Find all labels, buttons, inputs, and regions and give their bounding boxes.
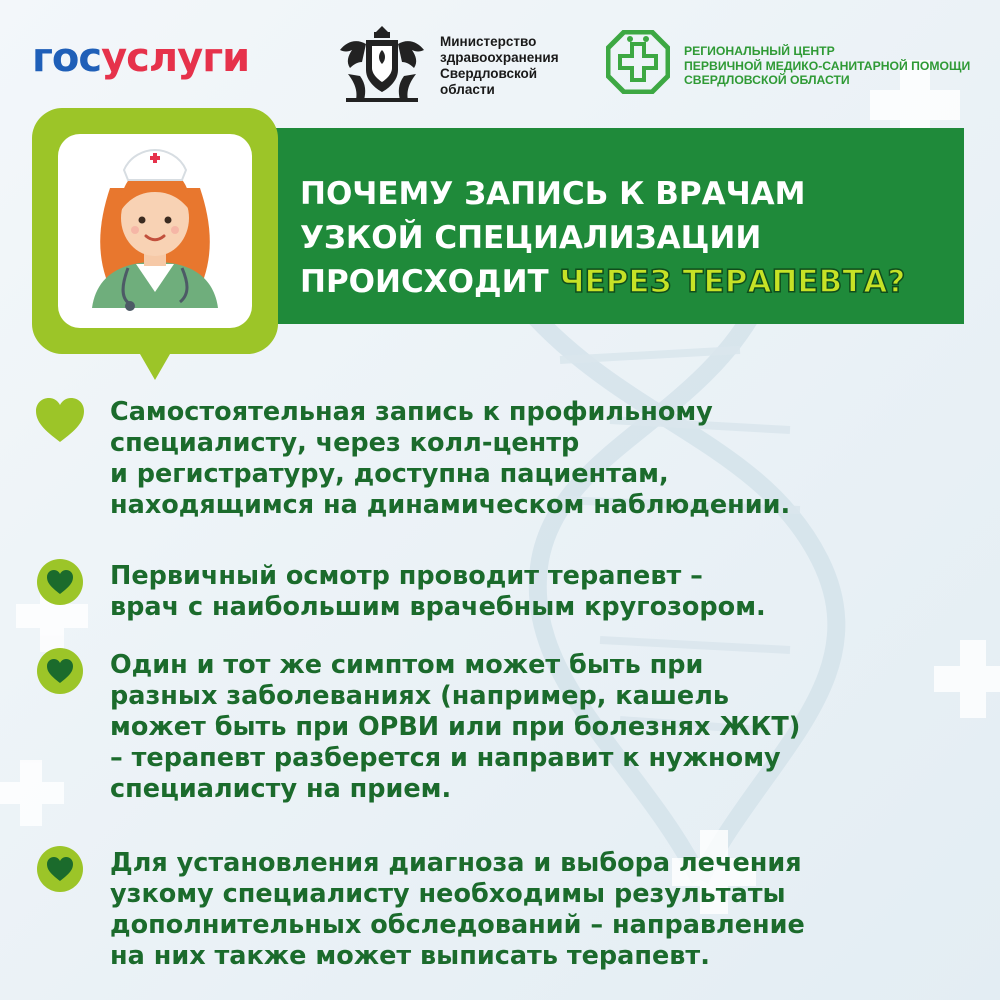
ministry-line: здравоохранения (440, 50, 559, 65)
bullet-1-text (110, 397, 970, 521)
heart-badge-icon (34, 556, 86, 608)
bullet-line: Для установления диагноза и выбора лечения (110, 848, 802, 878)
gosuslugi-logo-part2: услуги (101, 35, 250, 81)
bullet-line: разных заболеваниях (например, кашель (110, 681, 729, 711)
bullet-4-text (110, 848, 970, 972)
page-title (300, 172, 950, 304)
title-line-2: УЗКОЙ СПЕЦИАЛИЗАЦИИ (300, 220, 762, 256)
nurse-avatar-icon (32, 108, 278, 380)
heart-icon (34, 396, 86, 448)
title-line-3-prefix: ПРОИСХОДИТ (300, 264, 560, 300)
bullet-line: на них также может выписать терапевт. (110, 941, 710, 971)
gosuslugi-logo (32, 34, 249, 82)
bullet-line: может быть при ОРВИ или при болезнях ЖКТ) (110, 712, 801, 742)
bullet-line: врач с наибольшим врачебным кругозором. (110, 592, 766, 622)
title-highlight: ЧЕРЕЗ ТЕРАПЕВТА? (559, 264, 906, 300)
title-line-1: ПОЧЕМУ ЗАПИСЬ К ВРАЧАМ (300, 176, 806, 212)
heart-badge-icon (34, 645, 86, 697)
bullet-line: Самостоятельная запись к профильному (110, 397, 713, 427)
bullet-line: Один и тот же симптом может быть при (110, 650, 704, 680)
ministry-line: Министерство (440, 34, 537, 49)
bullet-line: специалисту на прием. (110, 774, 452, 804)
gosuslugi-logo-part1: гос (32, 35, 102, 81)
bullet-line: и регистратуру, доступна пациентам, (110, 459, 669, 489)
bullet-line: узкому специалисту необходимы результаты (110, 879, 786, 909)
ministry-line: области (440, 82, 495, 97)
regional-center-line: ПЕРВИЧНОЙ МЕДИКО-САНИТАРНОЙ ПОМОЩИ (684, 58, 971, 73)
regional-center-line: СВЕРДЛОВСКОЙ ОБЛАСТИ (684, 73, 850, 87)
coat-of-arms-icon (336, 22, 428, 104)
regional-center-logo-icon (606, 30, 670, 94)
ministry-name (440, 34, 590, 98)
bullet-3-text (110, 650, 970, 805)
heart-badge-icon (34, 843, 86, 895)
title-line-3 (300, 260, 950, 304)
bullet-line: – терапевт разберется и направит к нужному (110, 743, 781, 773)
regional-center-line: РЕГИОНАЛЬНЫЙ ЦЕНТР (684, 44, 835, 58)
bullet-line: Первичный осмотр проводит терапевт – (110, 561, 703, 591)
bullet-line: дополнительных обследований – направление (110, 910, 805, 940)
bullet-line: специалисту, через колл-центр (110, 428, 580, 458)
regional-center-name (684, 44, 984, 88)
bullet-2-text (110, 561, 970, 623)
ministry-line: Свердловской (440, 66, 538, 81)
bullet-line: находящимся на динамическом наблюдении. (110, 490, 791, 520)
